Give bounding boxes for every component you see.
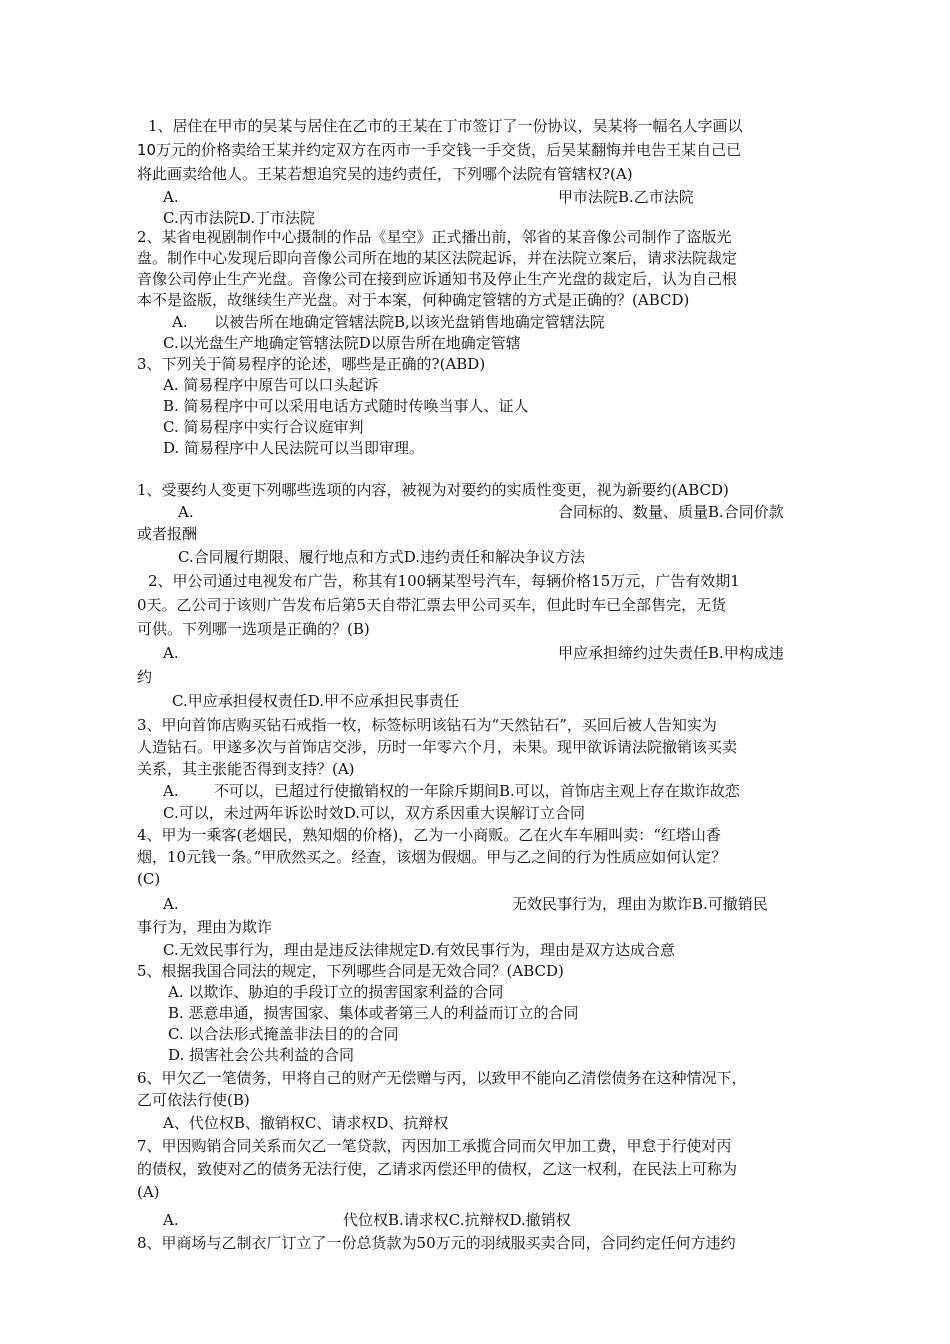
text-segment: 10万元的价格卖给王某并约定双方在丙市一手交钱一手交货，后吴某翻悔并电告王某自己已 <box>137 141 742 159</box>
text-line <box>0 801 950 825</box>
text-line <box>0 867 950 891</box>
text-segment: D. 简易程序中人民法院可以当即审理。 <box>163 439 425 457</box>
text-segment: A. <box>178 503 194 521</box>
text-segment: 6、甲欠乙一笔债务，甲将自己的财产无偿赠与丙，以致甲不能向乙清偿债务在这种情况下， <box>137 1069 747 1087</box>
text-segment: 2、甲公司通过电视发布广告，称其有100辆某型号汽车，每辆价格15万元，广告有效期1 <box>148 572 740 590</box>
text-line <box>0 545 950 569</box>
text-line <box>0 779 950 803</box>
text-line <box>0 617 950 641</box>
text-line <box>0 138 950 162</box>
text-segment: A. 以欺诈、胁迫的手段订立的损害国家利益的合同 <box>168 983 504 1001</box>
text-segment: 关系，其主张能否得到支持？(A) <box>137 760 355 778</box>
text-segment: 盘。制作中心发现后即向音像公司所在地的某区法院起诉，并在法院立案后，请求法院裁定 <box>137 249 738 267</box>
text-line <box>0 1134 950 1158</box>
text-segment: 不可以，已超过行使撤销权的一年除斥期间B.可以，首饰店主观上存在欺诈故恋 <box>214 782 740 800</box>
text-segment: 0天。乙公司于该则广告发布后第5天自带汇票去甲公司买车，但此时车已全部售完，无货 <box>137 596 727 614</box>
text-segment: 本不是盗版，故继续生产光盘。对于本案，何种确定管辖的方式是正确的？(ABCD) <box>137 291 690 309</box>
text-segment: D. 损害社会公共利益的合同 <box>168 1046 355 1064</box>
text-line <box>0 823 950 847</box>
text-line <box>0 593 950 617</box>
text-segment: 约 <box>137 668 153 686</box>
text-line <box>0 689 950 713</box>
text-segment: C.合同履行期限、履行地点和方式D.违约责任和解决争议方法 <box>178 548 585 566</box>
text-segment: 或者报酬 <box>137 525 198 543</box>
text-line <box>0 915 950 939</box>
text-segment: C.甲应承担侵权责任D.甲不应承担民事责任 <box>172 692 459 710</box>
text-line <box>0 522 950 546</box>
text-line <box>0 114 950 138</box>
text-segment: (A) <box>137 1183 160 1201</box>
text-segment: 1、居住在甲市的吴某与居住在乙市的王某在丁市签订了一份协议，吴某将一幅名人字画以 <box>148 117 743 135</box>
text-segment: A. <box>163 782 179 800</box>
text-line <box>0 1111 950 1135</box>
text-segment: 4、甲为一乘客(老烟民，熟知烟的价格)，乙为一小商贩。乙在火车车厢叫卖：“红塔山香 <box>137 826 721 844</box>
text-line <box>0 500 950 524</box>
text-line <box>0 845 950 869</box>
text-segment: 烟，10元钱一条。”甲欣然买之。经查，该烟为假烟。甲与乙之间的行为性质应如何认定？ <box>137 848 727 866</box>
text-line <box>0 757 950 781</box>
text-line <box>0 1066 950 1090</box>
text-segment: 无效民事行为，理由为欺诈B.可撤销民 <box>512 895 768 913</box>
text-line <box>0 1231 950 1255</box>
text-line <box>0 288 950 312</box>
text-segment: 2、某省电视剧制作中心摄制的作品《星空》正式播出前，邻省的某音像公司制作了盗版光 <box>137 228 732 246</box>
text-segment: 以被告所在地确定管辖法院B,以该光盘销售地确定管辖法院 <box>214 313 605 331</box>
text-line <box>0 665 950 689</box>
text-line <box>0 436 950 460</box>
text-segment: 乙可依法行使(B) <box>137 1091 250 1109</box>
text-segment: 事行为，理由为欺诈 <box>137 918 273 936</box>
text-segment: C. 简易程序中实行合议庭审判 <box>163 418 364 436</box>
text-line <box>0 892 950 916</box>
text-line <box>0 478 950 502</box>
text-segment: C. 以合法形式掩盖非法目的的合同 <box>168 1025 399 1043</box>
text-line <box>0 1180 950 1204</box>
text-segment: 的债权，致使对乙的债务无法行使，乙请求丙偿还甲的债权，乙这一权利，在民法上可称为 <box>137 1160 738 1178</box>
text-line <box>0 1157 950 1181</box>
text-line <box>0 1208 950 1232</box>
text-segment: 3、下列关于简易程序的论述，哪些是正确的?(ABD) <box>137 355 486 373</box>
text-segment: A、代位权B、撤销权C、请求权D、抗辩权 <box>163 1114 449 1132</box>
text-segment: A. <box>163 1211 179 1229</box>
text-segment: B. 恶意串通，损害国家、集体或者第三人的利益而订立的合同 <box>168 1004 579 1022</box>
text-segment: 音像公司停止生产光盘。音像公司在接到应诉通知书及停止生产光盘的裁定后，认为自己根 <box>137 270 738 288</box>
text-segment: 3、甲向首饰店购买钻石戒指一枚，标签标明该钻石为“天然钻石”，买回后被人告知实为 <box>137 716 717 734</box>
text-segment: A. 简易程序中原告可以口头起诉 <box>163 376 379 394</box>
text-segment: 人造钻石。甲遂多次与首饰店交涉，历时一年零六个月，未果。现甲欲诉请法院撤销该买卖 <box>137 738 738 756</box>
text-segment: C.可以，未过两年诉讼时效D.可以，双方系因重大误解订立合同 <box>163 804 585 822</box>
text-segment: 合同标的、数量、质量B.合同价款 <box>558 503 784 521</box>
text-segment: 代位权B.请求权C.抗辩权D.撤销权 <box>343 1211 571 1229</box>
text-segment: 将此画卖给他人。王某若想追究吴的违约责任，下列哪个法院有管辖权?(A) <box>137 165 633 183</box>
text-line <box>0 713 950 737</box>
text-segment: 甲市法院B.乙市法院 <box>558 188 694 206</box>
text-segment: A. <box>172 313 188 331</box>
text-segment: A. <box>163 895 179 913</box>
text-segment: 5、根据我国合同法的规定，下列哪些合同是无效合同？(ABCD) <box>137 962 564 980</box>
text-segment: 可供。下列哪一选项是正确的？(B) <box>137 620 370 638</box>
text-segment: 8、甲商场与乙制衣厂订立了一份总货款为50万元的羽绒服买卖合同，合同约定任何方违约 <box>137 1234 736 1252</box>
text-line <box>0 641 950 665</box>
text-segment: A. <box>163 644 179 662</box>
text-segment: C.无效民事行为，理由是违反法律规定D.有效民事行为，理由是双方达成合意 <box>163 941 675 959</box>
text-segment: B. 简易程序中可以采用电话方式随时传唤当事人、证人 <box>163 397 529 415</box>
text-segment: 甲应承担缔约过失责任B.甲构成违 <box>558 644 784 662</box>
text-segment: 1、受要约人变更下列哪些选项的内容，被视为对要约的实质性变更，视为新要约(ABCD) <box>137 481 729 499</box>
text-line <box>0 1088 950 1112</box>
text-line <box>0 162 950 186</box>
text-segment: (C) <box>137 870 161 888</box>
text-segment: C.以光盘生产地确定管辖法院D以原告所在地确定管辖 <box>163 334 521 352</box>
text-segment: C.丙市法院D.丁市法院 <box>163 209 315 227</box>
text-segment: 7、甲因购销合同关系而欠乙一笔贷款，丙因加工承揽合同而欠甲加工费，甲怠于行使对丙 <box>137 1137 732 1155</box>
text-segment: A. <box>163 188 179 206</box>
text-line <box>0 1043 950 1067</box>
text-line <box>0 735 950 759</box>
text-line <box>0 569 950 593</box>
